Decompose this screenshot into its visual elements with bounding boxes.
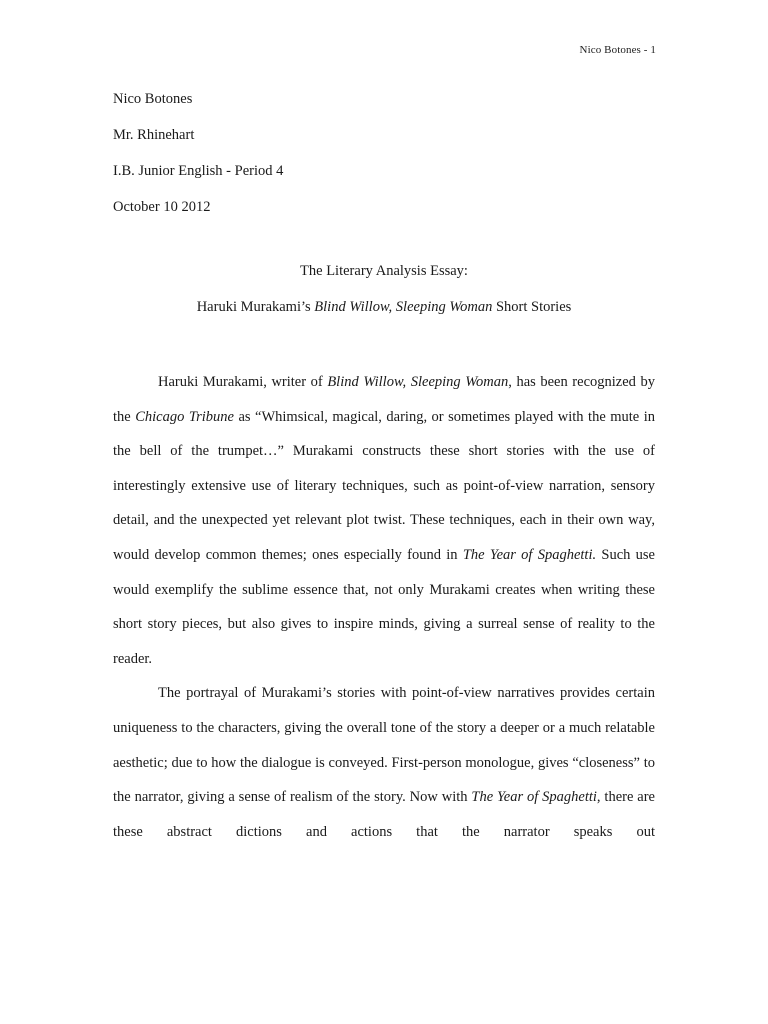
- p1-text-3: as “Whimsical, magical, daring, or sometimes played with the mute in the bell of the trumpet…” Murakami constructs these short stories with the use of interestingly extensive use of literary techniques, such as point-of-view narration, sensory detail, and the unexpected yet relevant plot twist. These techniques, each in their own way, would develop common themes; ones especially found in: [113, 408, 656, 563]
- essay-date: October 10 2012: [113, 199, 211, 215]
- title-prefix: Haruki Murakami’s: [196, 299, 315, 315]
- p1-text-4: Such use would exemplify the sublime essence that, not only Murakami creates when writing these short story pieces, but also gives to inspire minds, giving a surreal sense of reality to the reader.: [113, 546, 655, 667]
- running-header: Nico Botones - 1: [579, 44, 656, 56]
- essay-title: [113, 261, 655, 333]
- essay-body: [113, 365, 655, 849]
- mla-heading: [113, 89, 673, 233]
- paragraph-2: [113, 676, 655, 849]
- student-name: Nico Botones: [113, 91, 193, 107]
- title-line-1: The Literary Analysis Essay:: [300, 263, 468, 279]
- p1-text-2: , has been recognized by the: [113, 374, 655, 425]
- p2-italic-1: The Year of Spaghetti: [471, 789, 597, 806]
- p1-italic-1: Blind Willow, Sleeping Woman: [327, 374, 509, 390]
- p1-italic-2: Chicago Tribune: [135, 408, 234, 425]
- paragraph-1: [113, 365, 655, 676]
- teacher-name: Mr. Rhinehart: [113, 127, 195, 143]
- title-suffix: Short Stories: [492, 299, 572, 315]
- p2-text-1: The portrayal of Murakami’s stories with point-of-view narratives provides certain uniqueness to the characters, giving the overall tone of the story a deeper or a much relatable aesthetic; due to how the dialogue is conveyed. First-person monologue, gives “closeness” to the narrator, giving a sense of realism of the story. Now with: [113, 685, 655, 806]
- p1-text-1: Haruki Murakami, writer of: [158, 374, 328, 390]
- p1-italic-3: The Year of Spaghetti.: [462, 546, 597, 563]
- title-book-name: Blind Willow, Sleeping Woman: [314, 299, 493, 315]
- course-name: I.B. Junior English - Period 4: [113, 163, 284, 179]
- p2-text-2: , there are these abstract dictions and actions that the narrator speaks out: [113, 789, 655, 840]
- title-line-2: [113, 297, 655, 317]
